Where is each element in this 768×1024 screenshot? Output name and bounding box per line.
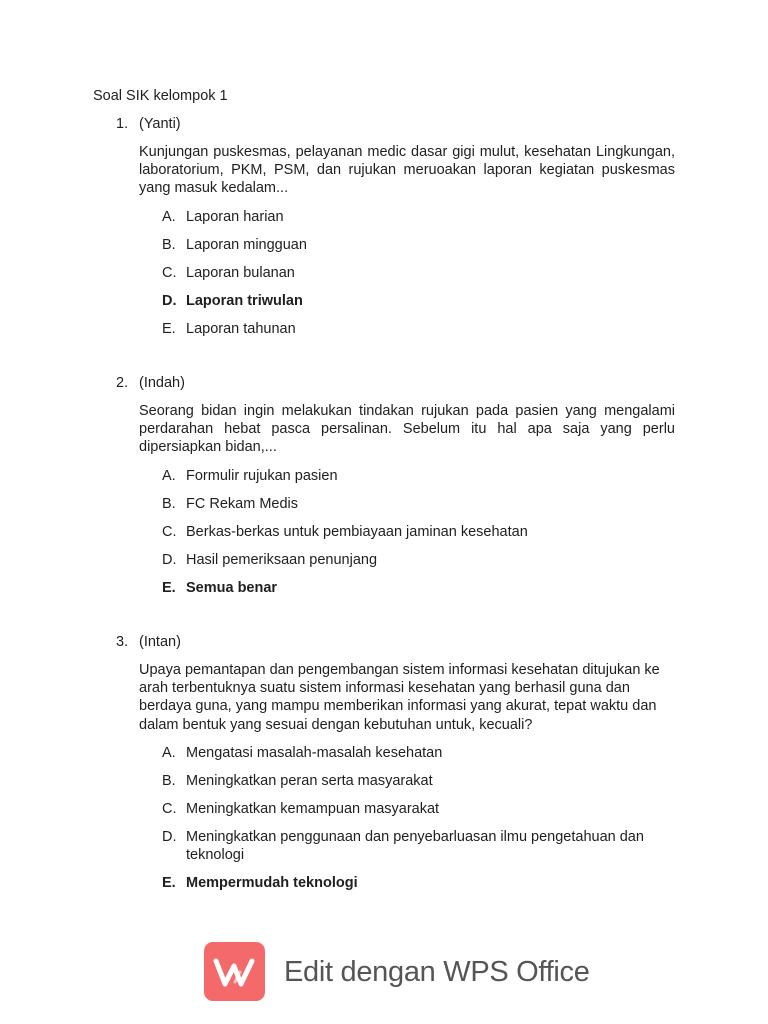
question-header (116, 374, 676, 392)
option-letter: C. (162, 523, 177, 540)
option-text: Semua benar (186, 579, 278, 596)
option-a (116, 744, 676, 772)
option-list (116, 744, 676, 902)
option-text: Laporan bulanan (186, 264, 295, 281)
question-2 (116, 374, 676, 607)
question-author: (Yanti) (139, 116, 181, 132)
option-text: Laporan tahunan (186, 320, 296, 337)
question-text: Kunjungan puskesmas, pelayanan medic dasar gigi mulut, kesehatan Lingkungan, laboratorium, PKM, PSM, dan rujukan meruoakan laporan kegiatan puskesmas yang masuk kedalam... (139, 144, 675, 197)
option-c (116, 800, 676, 828)
option-text: Laporan triwulan (186, 292, 303, 309)
wps-edit-label[interactable]: Edit dengan WPS Office (284, 956, 590, 988)
option-text: Mengatasi masalah-masalah kesehatan (186, 744, 443, 761)
option-text: Laporan harian (186, 208, 284, 225)
option-text: Meningkatkan penggunaan dan penyebarluasan ilmu pengetahuan dan teknologi (186, 828, 644, 863)
wps-edit-banner[interactable] (204, 942, 604, 1002)
question-number: 1. (116, 116, 129, 132)
option-letter: B. (162, 772, 176, 789)
option-b (116, 495, 676, 523)
option-c (116, 523, 676, 551)
option-a (116, 208, 676, 236)
question-1 (116, 115, 676, 348)
option-letter: A. (162, 467, 176, 484)
option-letter: A. (162, 744, 176, 761)
option-list (116, 208, 676, 348)
question-text: Seorang bidan ingin melakukan tindakan rujukan pada pasien yang mengalami perdarahan hebat pasca persalinan. Sebelum itu hal apa saja yang perlu dipersiapkan bidan,... (139, 403, 675, 456)
question-header (116, 115, 676, 133)
option-text: Berkas-berkas untuk pembiayaan jaminan kesehatan (186, 523, 528, 540)
question-text: Upaya pemantapan dan pengembangan sistem informasi kesehatan ditujukan ke arah terbentuknya suatu sistem informasi kesehatan yang berhasil guna dan berdaya guna, yang mampu memberikan informasi yang akurat, tepat waktu dan dalam bentuk yang sesuai dengan kebutuhan untuk, kecuali? (139, 662, 660, 733)
option-text: Meningkatkan peran serta masyarakat (186, 772, 433, 789)
option-text: Formulir rujukan pasien (186, 467, 338, 484)
option-letter: E. (162, 320, 176, 337)
option-e (116, 320, 676, 348)
option-b (116, 236, 676, 264)
option-d (116, 828, 676, 874)
question-header (116, 633, 676, 651)
option-letter: D. (162, 292, 177, 309)
option-text: Mempermudah teknologi (186, 874, 358, 891)
option-letter: C. (162, 800, 177, 817)
option-letter: C. (162, 264, 177, 281)
option-text: FC Rekam Medis (186, 495, 298, 512)
option-e-answer (116, 874, 676, 902)
option-letter: B. (162, 495, 176, 512)
option-d-answer (116, 292, 676, 320)
question-author: (Indah) (139, 375, 185, 391)
question-number: 2. (116, 375, 129, 391)
option-letter: D. (162, 828, 177, 845)
option-text: Laporan mingguan (186, 236, 307, 253)
option-e-answer (116, 579, 676, 607)
question-number: 3. (116, 634, 129, 650)
question-3 (116, 633, 676, 902)
option-b (116, 772, 676, 800)
question-author: (Intan) (139, 634, 181, 650)
option-a (116, 467, 676, 495)
wps-w-icon[interactable] (204, 942, 265, 1001)
page-title: Soal SIK kelompok 1 (93, 88, 228, 104)
option-d (116, 551, 676, 579)
option-letter: B. (162, 236, 176, 253)
option-letter: A. (162, 208, 176, 225)
option-letter: E. (162, 874, 176, 891)
option-letter: E. (162, 579, 176, 596)
option-text: Hasil pemeriksaan penunjang (186, 551, 378, 568)
option-text: Meningkatkan kemampuan masyarakat (186, 800, 440, 817)
option-list (116, 467, 676, 607)
option-c (116, 264, 676, 292)
option-letter: D. (162, 551, 177, 568)
